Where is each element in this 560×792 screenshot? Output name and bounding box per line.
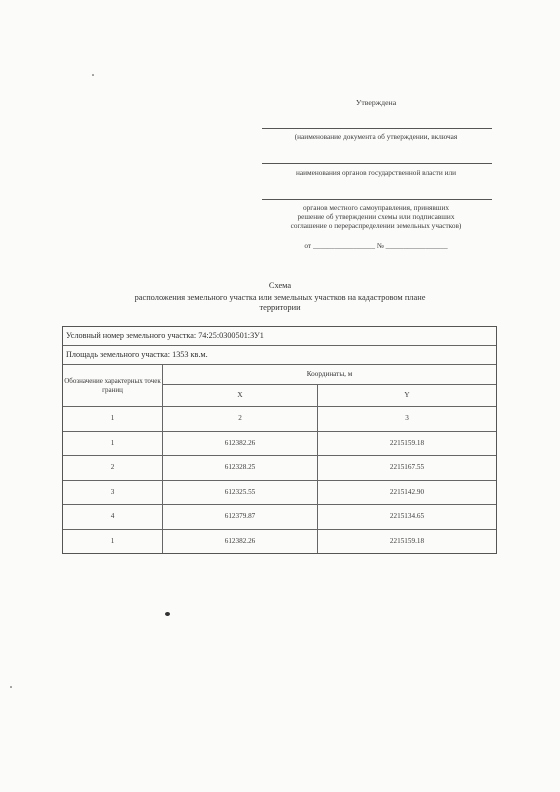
point-cell: 1 — [63, 407, 163, 431]
table-row — [63, 530, 496, 554]
point-cell: 1 — [63, 432, 163, 456]
x-cell: 612382.26 — [163, 530, 318, 554]
document-title: Схема — [268, 281, 292, 290]
approval-date-line: от _________________ № _________________ — [304, 241, 448, 250]
table-row — [63, 481, 496, 506]
scan-speck — [10, 686, 12, 688]
area-row: Площадь земельного участка: 1353 кв.м. — [63, 346, 496, 365]
point-cell: 3 — [63, 481, 163, 505]
y-cell: 3 — [405, 414, 409, 422]
y-cell: 2215167.55 — [389, 463, 425, 471]
coordinates-table — [62, 326, 497, 554]
table-header — [63, 365, 496, 407]
table-row — [63, 432, 496, 457]
table-row — [63, 456, 496, 481]
approval-line-1: (наименование документа об утверждении, включая — [294, 132, 458, 141]
approval-rule-3 — [262, 199, 492, 200]
x-cell: 612382.26 — [163, 432, 318, 456]
scan-ink-spot — [165, 612, 170, 616]
scan-speck — [92, 74, 94, 76]
document-subtitle-1: расположения земельного участка или земельных участков на кадастровом плане — [134, 293, 426, 302]
x-cell: 612325.55 — [163, 481, 318, 505]
x-cell: 612328.25 — [163, 456, 318, 480]
x-cell: 2 — [163, 407, 318, 431]
document-subtitle-2: территории — [259, 303, 301, 312]
x-cell: 612379.87 — [163, 505, 318, 529]
point-cell: 1 — [63, 530, 163, 554]
points-column-header — [63, 365, 163, 406]
y-column-header: Y — [404, 391, 410, 399]
approval-rule-2 — [262, 163, 492, 164]
point-cell: 4 — [63, 505, 163, 529]
y-cell: 2215159.18 — [389, 536, 425, 545]
y-cell: 2215142.90 — [389, 487, 425, 496]
table-row — [63, 505, 496, 530]
coordinates-header: Координаты, м — [163, 365, 496, 385]
approval-line-5: соглашение о перераспределении земельных участков) — [290, 221, 462, 230]
y-cell: 2215159.18 — [389, 438, 425, 447]
approval-line-2: наименования органов государственной власти или — [295, 168, 457, 177]
approval-line-4: решение об утверждении схемы или подписавших — [297, 212, 455, 221]
table-row — [63, 407, 496, 432]
x-column-header: X — [163, 385, 318, 406]
point-cell: 2 — [63, 456, 163, 480]
approval-rule-1 — [262, 128, 492, 129]
cadastral-number-row: Условный номер земельного участка: 74:25:0300501:ЗУ1 — [63, 327, 496, 346]
approval-line-3: органов местного самоуправления, принявших — [302, 203, 450, 212]
y-cell: 2215134.65 — [389, 512, 425, 520]
approval-title: Утверждена — [355, 98, 397, 107]
points-column-label: Обозначение характерных точек границ — [64, 376, 161, 394]
